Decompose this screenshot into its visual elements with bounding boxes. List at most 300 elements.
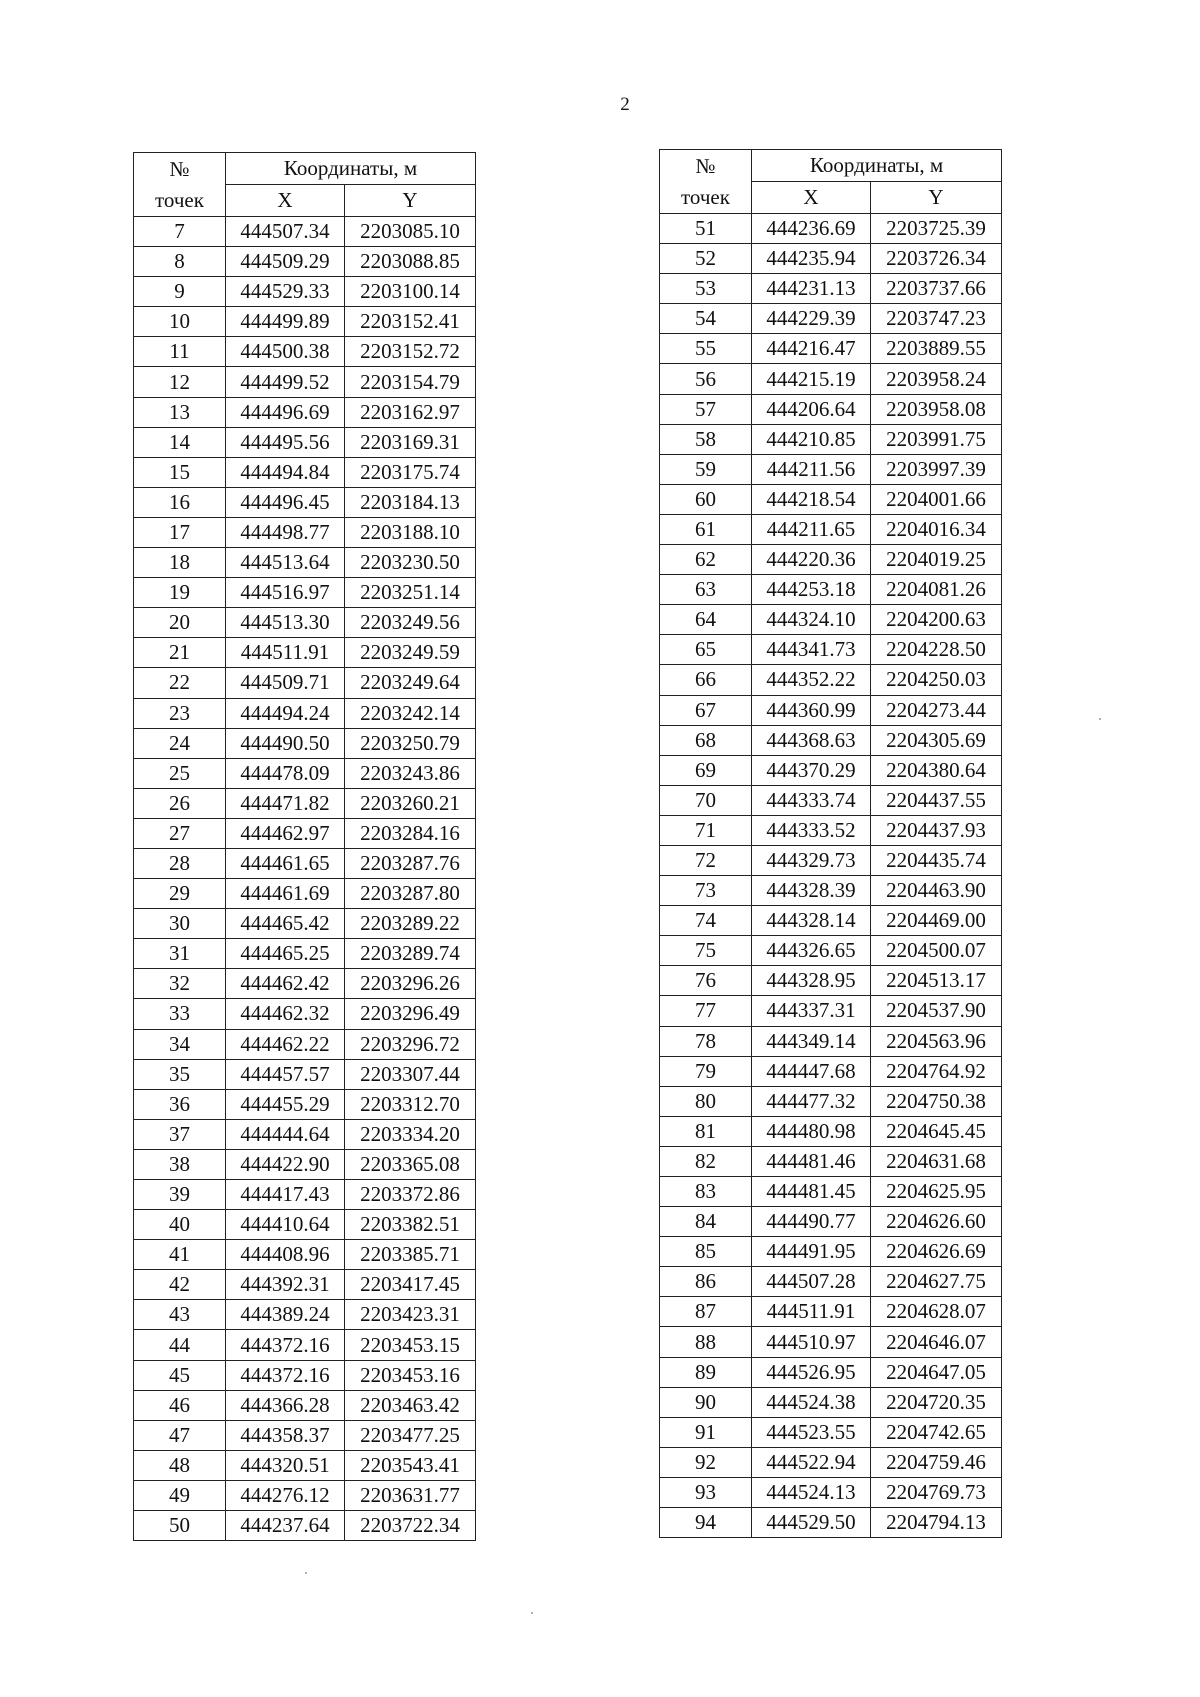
x-coordinate-cell: 444215.19 (752, 364, 871, 394)
table-row (660, 815, 1002, 845)
y-coordinate-cell: 2203242.14 (345, 698, 476, 728)
table-row (134, 999, 476, 1029)
x-coordinate-cell: 444490.50 (226, 728, 345, 758)
y-column-header: Y (871, 182, 1002, 214)
y-coordinate-cell: 2203260.21 (345, 788, 476, 818)
table-row (134, 277, 476, 307)
table-row (660, 1177, 1002, 1207)
x-coordinate-cell: 444491.95 (752, 1237, 871, 1267)
point-number-cell: 10 (134, 307, 226, 337)
table-row (134, 427, 476, 457)
point-number-cell: 68 (660, 725, 752, 755)
y-coordinate-cell: 2203088.85 (345, 247, 476, 277)
number-sign-label: № (169, 157, 190, 182)
x-coordinate-cell: 444465.42 (226, 909, 345, 939)
x-coordinate-cell: 444457.57 (226, 1059, 345, 1089)
table-row (134, 1360, 476, 1390)
table-row (660, 484, 1002, 514)
table-row (660, 545, 1002, 575)
y-coordinate-cell: 2203296.26 (345, 969, 476, 999)
x-coordinate-cell: 444524.13 (752, 1477, 871, 1507)
point-number-cell: 62 (660, 545, 752, 575)
point-number-cell: 44 (134, 1330, 226, 1360)
point-number-cell: 28 (134, 848, 226, 878)
x-coordinate-cell: 444337.31 (752, 996, 871, 1026)
point-number-cell: 61 (660, 514, 752, 544)
x-coordinate-cell: 444523.55 (752, 1417, 871, 1447)
x-coordinate-cell: 444236.69 (752, 214, 871, 244)
point-number-cell: 34 (134, 1029, 226, 1059)
y-coordinate-cell: 2203372.86 (345, 1180, 476, 1210)
x-coordinate-cell: 444495.56 (226, 427, 345, 457)
x-column-header: X (226, 185, 345, 217)
x-coordinate-cell: 444372.16 (226, 1360, 345, 1390)
x-coordinate-cell: 444462.97 (226, 818, 345, 848)
point-number-cell: 17 (134, 517, 226, 547)
y-coordinate-cell: 2204794.13 (871, 1508, 1002, 1538)
coordinates-header: Координаты, м (226, 153, 476, 185)
x-coordinate-cell: 444237.64 (226, 1511, 345, 1541)
y-coordinate-cell: 2204625.95 (871, 1177, 1002, 1207)
x-coordinate-cell: 444462.22 (226, 1029, 345, 1059)
table-row (134, 909, 476, 939)
y-coordinate-cell: 2203747.23 (871, 304, 1002, 334)
point-number-header (660, 150, 752, 214)
x-coordinate-cell: 444481.46 (752, 1146, 871, 1176)
x-coordinate-cell: 444444.64 (226, 1119, 345, 1149)
table-row (660, 1508, 1002, 1538)
x-coordinate-cell: 444408.96 (226, 1240, 345, 1270)
y-coordinate-cell: 2203385.71 (345, 1240, 476, 1270)
table-row (660, 1417, 1002, 1447)
y-coordinate-cell: 2203243.86 (345, 758, 476, 788)
table-row (660, 695, 1002, 725)
y-coordinate-cell: 2204380.64 (871, 755, 1002, 785)
y-coordinate-cell: 2204759.46 (871, 1447, 1002, 1477)
y-coordinate-cell: 2204563.96 (871, 1026, 1002, 1056)
x-coordinate-cell: 444231.13 (752, 274, 871, 304)
y-coordinate-cell: 2203184.13 (345, 487, 476, 517)
table-row (660, 1237, 1002, 1267)
y-coordinate-cell: 2204769.73 (871, 1477, 1002, 1507)
point-number-cell: 73 (660, 876, 752, 906)
point-number-cell: 33 (134, 999, 226, 1029)
y-coordinate-cell: 2204513.17 (871, 966, 1002, 996)
table-row (134, 1480, 476, 1510)
point-number-cell: 14 (134, 427, 226, 457)
table-row (134, 698, 476, 728)
scan-speck (305, 1572, 307, 1574)
point-number-cell: 54 (660, 304, 752, 334)
y-coordinate-cell: 2204437.55 (871, 785, 1002, 815)
x-coordinate-cell: 444211.56 (752, 454, 871, 484)
x-column-header: X (752, 182, 871, 214)
point-number-cell: 41 (134, 1240, 226, 1270)
table-row (134, 1089, 476, 1119)
table-row (134, 1240, 476, 1270)
table-row (134, 1210, 476, 1240)
point-number-cell: 66 (660, 665, 752, 695)
y-coordinate-cell: 2203169.31 (345, 427, 476, 457)
y-coordinate-cell: 2204228.50 (871, 635, 1002, 665)
table-row (660, 996, 1002, 1026)
x-coordinate-cell: 444366.28 (226, 1390, 345, 1420)
point-number-cell: 69 (660, 755, 752, 785)
point-number-cell: 80 (660, 1086, 752, 1116)
coordinates-table-left (133, 152, 476, 1541)
table-row (134, 337, 476, 367)
y-coordinate-cell: 2204437.93 (871, 815, 1002, 845)
x-coordinate-cell: 444461.69 (226, 879, 345, 909)
x-coordinate-cell: 444235.94 (752, 244, 871, 274)
point-number-cell: 32 (134, 969, 226, 999)
y-coordinate-cell: 2203991.75 (871, 424, 1002, 454)
x-coordinate-cell: 444324.10 (752, 605, 871, 635)
x-coordinate-cell: 444524.38 (752, 1387, 871, 1417)
y-coordinate-cell: 2203162.97 (345, 397, 476, 427)
y-coordinate-cell: 2204463.90 (871, 876, 1002, 906)
x-coordinate-cell: 444211.65 (752, 514, 871, 544)
y-coordinate-cell: 2203152.72 (345, 337, 476, 367)
table-row (134, 668, 476, 698)
y-coordinate-cell: 2203188.10 (345, 517, 476, 547)
y-coordinate-cell: 2203365.08 (345, 1149, 476, 1179)
table-row (660, 1477, 1002, 1507)
table-row (660, 785, 1002, 815)
point-number-cell: 8 (134, 247, 226, 277)
y-coordinate-cell: 2203382.51 (345, 1210, 476, 1240)
y-coordinate-cell: 2203289.22 (345, 909, 476, 939)
point-number-cell: 90 (660, 1387, 752, 1417)
y-coordinate-cell: 2203334.20 (345, 1119, 476, 1149)
x-coordinate-cell: 444509.71 (226, 668, 345, 698)
x-coordinate-cell: 444494.84 (226, 457, 345, 487)
x-coordinate-cell: 444511.91 (226, 638, 345, 668)
x-coordinate-cell: 444478.09 (226, 758, 345, 788)
table-row (134, 638, 476, 668)
y-coordinate-cell: 2203722.34 (345, 1511, 476, 1541)
point-number-cell: 21 (134, 638, 226, 668)
point-number-cell: 59 (660, 454, 752, 484)
y-coordinate-cell: 2203312.70 (345, 1089, 476, 1119)
y-coordinate-cell: 2203249.64 (345, 668, 476, 698)
x-coordinate-cell: 444494.24 (226, 698, 345, 728)
table-row (134, 758, 476, 788)
y-coordinate-cell: 2203296.72 (345, 1029, 476, 1059)
point-number-cell: 71 (660, 815, 752, 845)
point-number-cell: 48 (134, 1450, 226, 1480)
table-row (134, 848, 476, 878)
x-coordinate-cell: 444218.54 (752, 484, 871, 514)
x-coordinate-cell: 444210.85 (752, 424, 871, 454)
table-row (660, 725, 1002, 755)
table-row (660, 1297, 1002, 1327)
point-number-cell: 18 (134, 548, 226, 578)
y-coordinate-cell: 2203958.08 (871, 394, 1002, 424)
point-number-cell: 40 (134, 1210, 226, 1240)
table-row (660, 1086, 1002, 1116)
point-number-cell: 37 (134, 1119, 226, 1149)
y-coordinate-cell: 2203249.59 (345, 638, 476, 668)
table-row (134, 247, 476, 277)
point-number-cell: 23 (134, 698, 226, 728)
x-coordinate-cell: 444422.90 (226, 1149, 345, 1179)
table-row (134, 367, 476, 397)
y-coordinate-cell: 2204250.03 (871, 665, 1002, 695)
point-number-cell: 22 (134, 668, 226, 698)
table-row (134, 1511, 476, 1541)
point-number-cell: 81 (660, 1116, 752, 1146)
x-coordinate-cell: 444328.95 (752, 966, 871, 996)
y-coordinate-cell: 2204645.45 (871, 1116, 1002, 1146)
point-number-cell: 19 (134, 578, 226, 608)
point-number-cell: 70 (660, 785, 752, 815)
y-coordinate-cell: 2203152.41 (345, 307, 476, 337)
x-coordinate-cell: 444471.82 (226, 788, 345, 818)
y-coordinate-cell: 2203631.77 (345, 1480, 476, 1510)
y-coordinate-cell: 2204742.65 (871, 1417, 1002, 1447)
x-coordinate-cell: 444526.95 (752, 1357, 871, 1387)
table-row (134, 517, 476, 547)
table-row (134, 217, 476, 247)
table-row (660, 665, 1002, 695)
y-coordinate-cell: 2203453.16 (345, 1360, 476, 1390)
x-coordinate-cell: 444328.14 (752, 906, 871, 936)
point-number-cell: 78 (660, 1026, 752, 1056)
point-number-cell: 9 (134, 277, 226, 307)
x-coordinate-cell: 444496.45 (226, 487, 345, 517)
point-number-cell: 85 (660, 1237, 752, 1267)
point-number-cell: 64 (660, 605, 752, 635)
x-coordinate-cell: 444326.65 (752, 936, 871, 966)
y-coordinate-cell: 2204628.07 (871, 1297, 1002, 1327)
table-body-left (134, 217, 476, 1541)
x-coordinate-cell: 444477.32 (752, 1086, 871, 1116)
y-coordinate-cell: 2204646.07 (871, 1327, 1002, 1357)
table-row (660, 1447, 1002, 1477)
point-number-cell: 31 (134, 939, 226, 969)
table-row (660, 214, 1002, 244)
y-coordinate-cell: 2204720.35 (871, 1387, 1002, 1417)
point-number-cell: 75 (660, 936, 752, 966)
x-coordinate-cell: 444372.16 (226, 1330, 345, 1360)
y-coordinate-cell: 2203958.24 (871, 364, 1002, 394)
point-number-cell: 55 (660, 334, 752, 364)
y-coordinate-cell: 2204001.66 (871, 484, 1002, 514)
y-coordinate-cell: 2203423.31 (345, 1300, 476, 1330)
table-row (660, 876, 1002, 906)
y-coordinate-cell: 2204200.63 (871, 605, 1002, 635)
table-row (134, 818, 476, 848)
y-coordinate-cell: 2203463.42 (345, 1390, 476, 1420)
y-column-header: Y (345, 185, 476, 217)
x-coordinate-cell: 444462.32 (226, 999, 345, 1029)
table-row (134, 1330, 476, 1360)
x-coordinate-cell: 444360.99 (752, 695, 871, 725)
table-row (660, 1146, 1002, 1176)
point-number-cell: 60 (660, 484, 752, 514)
x-coordinate-cell: 444410.64 (226, 1210, 345, 1240)
y-coordinate-cell: 2204081.26 (871, 575, 1002, 605)
table-row (134, 1300, 476, 1330)
points-label: точек (681, 184, 730, 209)
x-coordinate-cell: 444500.38 (226, 337, 345, 367)
x-coordinate-cell: 444513.64 (226, 548, 345, 578)
table-row (660, 244, 1002, 274)
table-row (134, 307, 476, 337)
point-number-cell: 83 (660, 1177, 752, 1207)
y-coordinate-cell: 2203737.66 (871, 274, 1002, 304)
x-coordinate-cell: 444389.24 (226, 1300, 345, 1330)
point-number-cell: 74 (660, 906, 752, 936)
table-row (660, 1026, 1002, 1056)
point-number-cell: 77 (660, 996, 752, 1026)
point-number-cell: 25 (134, 758, 226, 788)
point-number-header (134, 153, 226, 217)
x-coordinate-cell: 444333.52 (752, 815, 871, 845)
y-coordinate-cell: 2203250.79 (345, 728, 476, 758)
table-row (660, 424, 1002, 454)
x-coordinate-cell: 444341.73 (752, 635, 871, 665)
table-row (134, 1390, 476, 1420)
point-number-cell: 58 (660, 424, 752, 454)
x-coordinate-cell: 444417.43 (226, 1180, 345, 1210)
x-coordinate-cell: 444333.74 (752, 785, 871, 815)
y-coordinate-cell: 2203154.79 (345, 367, 476, 397)
point-number-cell: 7 (134, 217, 226, 247)
table-row (134, 879, 476, 909)
y-coordinate-cell: 2203287.80 (345, 879, 476, 909)
scan-speck (531, 1612, 533, 1614)
point-number-cell: 16 (134, 487, 226, 517)
point-number-cell: 89 (660, 1357, 752, 1387)
table-row (134, 939, 476, 969)
table-row (660, 364, 1002, 394)
point-number-cell: 42 (134, 1270, 226, 1300)
y-coordinate-cell: 2203889.55 (871, 334, 1002, 364)
table-row (660, 575, 1002, 605)
point-number-cell: 30 (134, 909, 226, 939)
point-number-cell: 65 (660, 635, 752, 665)
point-number-cell: 39 (134, 1180, 226, 1210)
point-number-cell: 87 (660, 1297, 752, 1327)
table-row (134, 1029, 476, 1059)
y-coordinate-cell: 2203307.44 (345, 1059, 476, 1089)
table-body-right (660, 214, 1002, 1538)
x-coordinate-cell: 444511.91 (752, 1297, 871, 1327)
point-number-cell: 35 (134, 1059, 226, 1089)
point-number-cell: 53 (660, 274, 752, 304)
point-number-cell: 94 (660, 1508, 752, 1538)
table-row (660, 1327, 1002, 1357)
x-coordinate-cell: 444358.37 (226, 1420, 345, 1450)
table-row (660, 334, 1002, 364)
table-row (134, 578, 476, 608)
y-coordinate-cell: 2203289.74 (345, 939, 476, 969)
point-number-cell: 82 (660, 1146, 752, 1176)
x-coordinate-cell: 444253.18 (752, 575, 871, 605)
table-row (660, 1207, 1002, 1237)
x-coordinate-cell: 444513.30 (226, 608, 345, 638)
table-row (660, 304, 1002, 334)
y-coordinate-cell: 2204627.75 (871, 1267, 1002, 1297)
y-coordinate-cell: 2204273.44 (871, 695, 1002, 725)
point-number-cell: 56 (660, 364, 752, 394)
y-coordinate-cell: 2203175.74 (345, 457, 476, 487)
table-row (134, 788, 476, 818)
table-row (134, 397, 476, 427)
point-number-cell: 79 (660, 1056, 752, 1086)
point-number-cell: 45 (134, 1360, 226, 1390)
coordinates-header: Координаты, м (752, 150, 1002, 182)
y-coordinate-cell: 2203417.45 (345, 1270, 476, 1300)
x-coordinate-cell: 444499.89 (226, 307, 345, 337)
table-row (660, 1116, 1002, 1146)
point-number-cell: 88 (660, 1327, 752, 1357)
x-coordinate-cell: 444352.22 (752, 665, 871, 695)
table-row (134, 1270, 476, 1300)
table-row (660, 1387, 1002, 1417)
table-row (660, 635, 1002, 665)
y-coordinate-cell: 2203997.39 (871, 454, 1002, 484)
point-number-cell: 43 (134, 1300, 226, 1330)
point-number-cell: 72 (660, 845, 752, 875)
point-number-cell: 67 (660, 695, 752, 725)
y-coordinate-cell: 2204469.00 (871, 906, 1002, 936)
x-coordinate-cell: 444462.42 (226, 969, 345, 999)
x-coordinate-cell: 444509.29 (226, 247, 345, 277)
table-row (134, 1119, 476, 1149)
x-coordinate-cell: 444480.98 (752, 1116, 871, 1146)
y-coordinate-cell: 2203230.50 (345, 548, 476, 578)
table-row (660, 1267, 1002, 1297)
x-coordinate-cell: 444370.29 (752, 755, 871, 785)
table-row (134, 1059, 476, 1089)
x-coordinate-cell: 444276.12 (226, 1480, 345, 1510)
x-coordinate-cell: 444392.31 (226, 1270, 345, 1300)
x-coordinate-cell: 444229.39 (752, 304, 871, 334)
number-sign-label: № (695, 154, 716, 179)
point-number-cell: 15 (134, 457, 226, 487)
table-row (660, 936, 1002, 966)
table-row (134, 608, 476, 638)
y-coordinate-cell: 2204537.90 (871, 996, 1002, 1026)
y-coordinate-cell: 2203249.56 (345, 608, 476, 638)
x-coordinate-cell: 444499.52 (226, 367, 345, 397)
table-row (660, 454, 1002, 484)
x-coordinate-cell: 444507.28 (752, 1267, 871, 1297)
table-row (660, 274, 1002, 304)
x-coordinate-cell: 444510.97 (752, 1327, 871, 1357)
y-coordinate-cell: 2204019.25 (871, 545, 1002, 575)
y-coordinate-cell: 2204750.38 (871, 1086, 1002, 1116)
table-row (660, 755, 1002, 785)
table-row (134, 487, 476, 517)
y-coordinate-cell: 2204626.69 (871, 1237, 1002, 1267)
point-number-cell: 11 (134, 337, 226, 367)
table-row (134, 457, 476, 487)
y-coordinate-cell: 2203477.25 (345, 1420, 476, 1450)
point-number-cell: 13 (134, 397, 226, 427)
y-coordinate-cell: 2203100.14 (345, 277, 476, 307)
point-number-cell: 52 (660, 244, 752, 274)
y-coordinate-cell: 2204631.68 (871, 1146, 1002, 1176)
y-coordinate-cell: 2203543.41 (345, 1450, 476, 1480)
point-number-cell: 29 (134, 879, 226, 909)
table-row (134, 1149, 476, 1179)
x-coordinate-cell: 444507.34 (226, 217, 345, 247)
x-coordinate-cell: 444496.69 (226, 397, 345, 427)
